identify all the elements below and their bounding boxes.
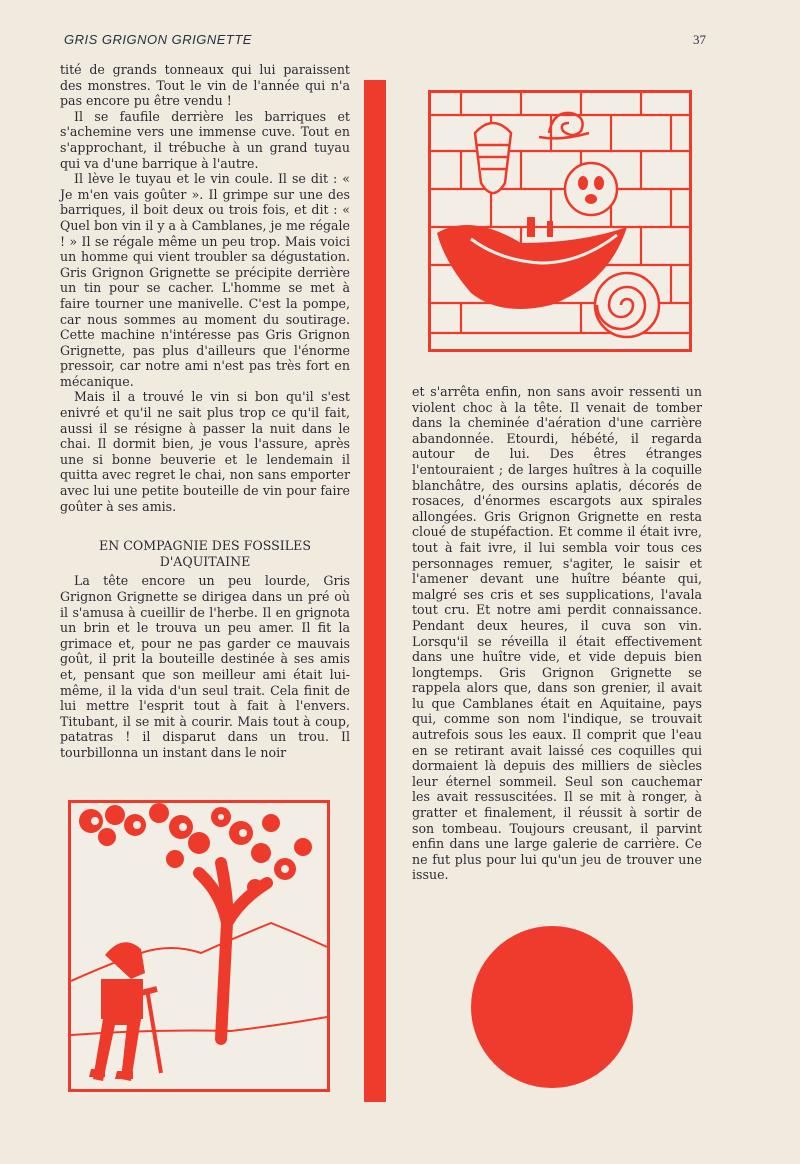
paragraph: Mais il a trouvé le vin si bon qu'il s'est enivré et qu'il ne sait plus trop ce qu'il fait, aussi il se résigne à passer la nuit dans le chai. Il dormit bien, je vous l'assure, après une si bonne beuverie et le lendemain il quitta avec regret le chai, non sans emporter avec lui une petite bouteille de vin pour faire goûter à ses amis.	[60, 389, 350, 514]
red-circle	[471, 926, 633, 1088]
tree-walker-illustration	[68, 800, 330, 1092]
fossils-drawing	[431, 93, 689, 349]
page-header-title: GRIS GRIGNON GRIGNETTE	[64, 32, 252, 47]
section-heading	[60, 538, 350, 569]
red-vertical-bar	[364, 80, 386, 1102]
tree-walker-drawing	[71, 803, 327, 1089]
section-heading-line2: D'AQUITAINE	[159, 553, 251, 569]
right-text-column	[412, 384, 702, 883]
fossils-illustration	[428, 90, 692, 352]
section-heading-line1: EN COMPAGNIE DES FOSSILES	[99, 538, 311, 554]
left-text-column	[60, 62, 350, 761]
paragraph: La tête encore un peu lourde, Gris Grignon Grignette se dirigea dans un pré où il s'amusa à cueillir de l'herbe. Il en grignota un brin et le trouva un peu amer. Il fit la grimace et, pour ne pas garder ce mauvais goût, il prit la bouteille destinée à ses amis et, pensant que son meilleur ami était lui-même, il la vida d'un seul trait. Cela finit de lui mettre l'esprit tout à fait à l'envers. Titubant, il se mit à courir. Mais tout à coup, patatras ! il disparut dans un trou. Il tourbillonna un instant dans le noir	[60, 573, 350, 760]
paragraph: tité de grands tonneaux qui lui paraissent des monstres. Tout le vin de l'année qui n'a pas encore pu être vendu !	[60, 62, 350, 109]
paragraph: Il se faufile derrière les barriques et s'achemine vers une immense cuve. Tout en s'approchant, il trébuche à un grand tuyau qui va d'une barrique à l'autre.	[60, 108, 350, 171]
page-number: 37	[693, 32, 706, 47]
paragraph: Il lève le tuyau et le vin coule. Il se dit : « Je m'en vais goûter ». Il grimpe sur une des barriques, il boit deux ou trois fois, et dit : « Quel bon vin il y a à Camblanes, je me régale ! » Il se régale même un peu trop. Mais voici un homme qui vient troubler sa dégustation. Gris Grignon Grignette se précipite derrière un tin pour se cacher. L'homme se met à faire tourner une manivelle. C'est la pompe, car nous sommes au moment du soutirage. Cette machine n'intéresse pas Gris Grignon Grignette, pas plus d'ailleurs que l'énorme pressoir, car notre ami n'est pas très fort en mécanique.	[60, 171, 350, 389]
paragraph: et s'arrêta enfin, non sans avoir ressenti un violent choc à la tête. Il venait de tomber dans la cheminée d'aération d'une carrière abandonnée. Etourdi, hébété, il regarda autour de lui. Des êtres étranges l'entouraient ; de larges huîtres à la coquille blanchâtre, des oursins aplatis, décorés de rosaces, d'énormes escargots aux spirales allongées. Gris Grignon Grignette en resta cloué de stupéfaction. Et comme il était ivre, tout à fait ivre, il lui sembla voir tous ces personnages remuer, s'agiter, le saisir et l'amener devant une huître béante qui, malgré ses cris et ses supplications, l'avala tout cru. Et notre ami perdit connaissance. Pendant deux heures, il cuva son vin. Lorsqu'il se réveilla il était effectivement dans une huître vide, et vide depuis bien longtemps. Gris Grignon Grignette se rappela alors que, dans son grenier, il avait lu que Camblanes était en Aquitaine, pays qui, comme son nom l'indique, se trouvait autrefois sous les eaux. Il comprit que l'eau en se retirant avait laissé ces coquilles qui dormaient là depuis des milliers de siècles leur éternel sommeil. Seul son cauchemar les avait ressuscitées. Il se mit à ronger, à gratter et finalement, il réussit à sortir de son tombeau. Toujours creusant, il parvint enfin dans une large galerie de carrière. Ce ne fut plus pour lui qu'un jeu de trouver une issue.	[412, 384, 702, 883]
